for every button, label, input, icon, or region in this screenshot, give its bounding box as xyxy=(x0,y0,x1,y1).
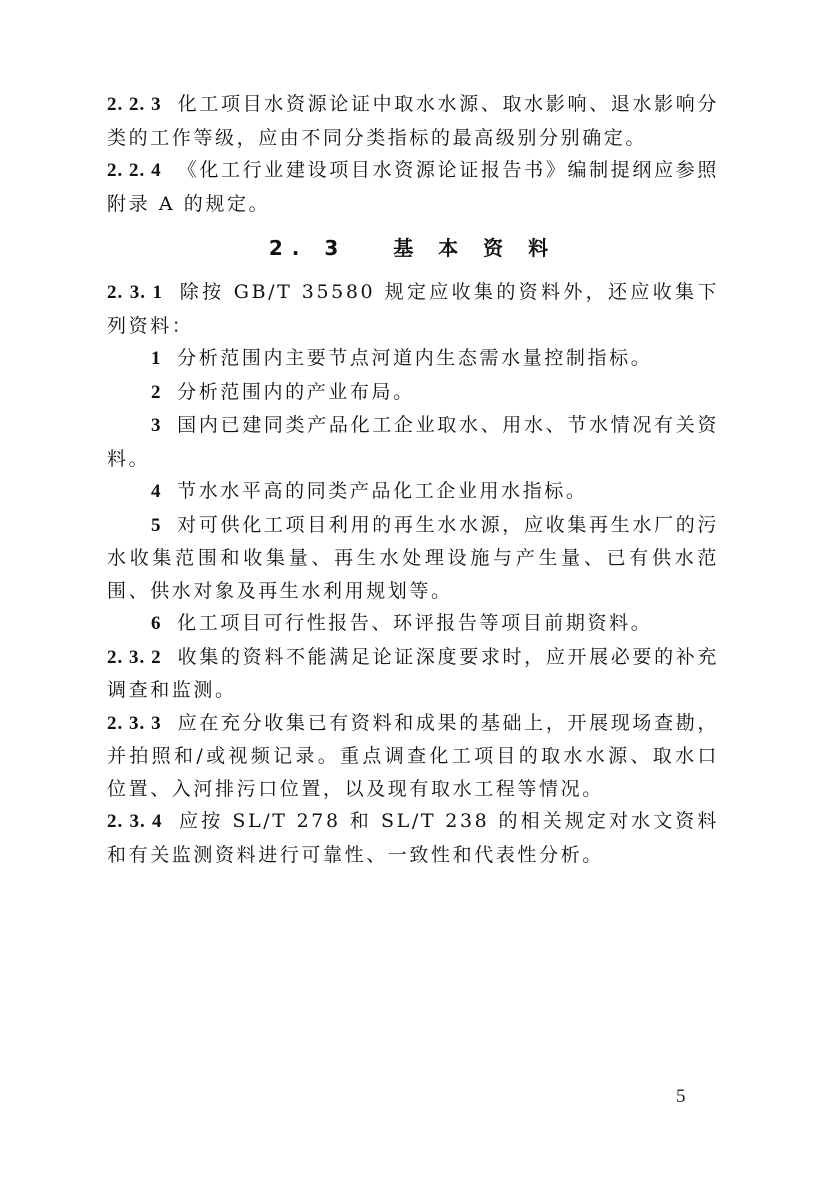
list-item-number: 3 xyxy=(151,415,164,436)
clause-2-2-3 xyxy=(107,88,719,154)
clause-2-2-4 xyxy=(107,154,719,220)
list-item xyxy=(107,409,719,475)
clause-2-3-2 xyxy=(107,641,719,707)
list-item-number: 4 xyxy=(151,481,164,502)
list-item xyxy=(107,376,719,410)
document-page xyxy=(107,88,719,871)
list-item-text: 分析范围内主要节点河道内生态需水量控制指标。 xyxy=(177,347,653,369)
clause-text: 《化工行业建设项目水资源论证报告书》编制提纲应参照附录 A 的规定。 xyxy=(107,159,720,215)
list-item-number: 1 xyxy=(151,348,164,369)
clause-2-3-1 xyxy=(107,276,719,342)
clause-number: 2. 3. 4 xyxy=(107,811,163,832)
section-heading xyxy=(107,228,719,268)
list-item xyxy=(107,342,719,376)
section-title: 基 本 资 料 xyxy=(393,236,558,260)
list-item-number: 6 xyxy=(151,613,164,634)
clause-number: 2. 2. 4 xyxy=(107,160,162,181)
list-item xyxy=(107,509,719,608)
clause-number: 2. 2. 3 xyxy=(107,94,162,115)
clause-text: 化工项目水资源论证中取水水源、取水影响、退水影响分类的工作等级，应由不同分类指标的最高级别分别确定。 xyxy=(107,93,720,149)
list-item xyxy=(107,607,719,641)
clause-text: 收集的资料不能满足论证深度要求时，应开展必要的补充调查和监测。 xyxy=(107,645,720,701)
clause-2-3-3 xyxy=(107,707,719,806)
list-item-text: 国内已建同类产品化工企业取水、用水、节水情况有关资料。 xyxy=(107,414,719,470)
list-item-text: 化工项目可行性报告、环评报告等项目前期资料。 xyxy=(177,612,653,634)
clause-2-3-4 xyxy=(107,805,719,871)
list-item-text: 节水水平高的同类产品化工企业用水指标。 xyxy=(177,480,588,502)
clause-number: 2. 3. 2 xyxy=(107,646,162,668)
clause-number: 2. 3. 1 xyxy=(107,282,163,303)
list-item xyxy=(107,475,719,509)
list-item-number: 5 xyxy=(151,514,164,536)
page-number: 5 xyxy=(676,1086,686,1107)
clause-text: 应在充分收集已有资料和成果的基础上，开展现场查勘，并拍照和/或视频记录。重点调查化工项目的取水水源、取水口位置、入河排污口位置，以及现有取水工程等情况。 xyxy=(107,711,720,800)
section-number: 2. 3 xyxy=(268,236,348,260)
clause-text: 除按 GB/T 35580 规定应收集的资料外，还应收集下列资料： xyxy=(107,281,719,337)
clause-text: 应按 SL/T 278 和 SL/T 238 的相关规定对水文资料和有关监测资料进行可靠性、一致性和代表性分析。 xyxy=(107,810,720,866)
list-item-text: 对可供化工项目利用的再生水水源，应收集再生水厂的污水收集范围和收集量、再生水处理设施与产生量、已有供水范围、供水对象及再生水利用规划等。 xyxy=(107,513,719,602)
clause-number: 2. 3. 3 xyxy=(107,712,162,734)
list-item-number: 2 xyxy=(151,381,164,403)
list-item-text: 分析范围内的产业布局。 xyxy=(177,380,415,403)
